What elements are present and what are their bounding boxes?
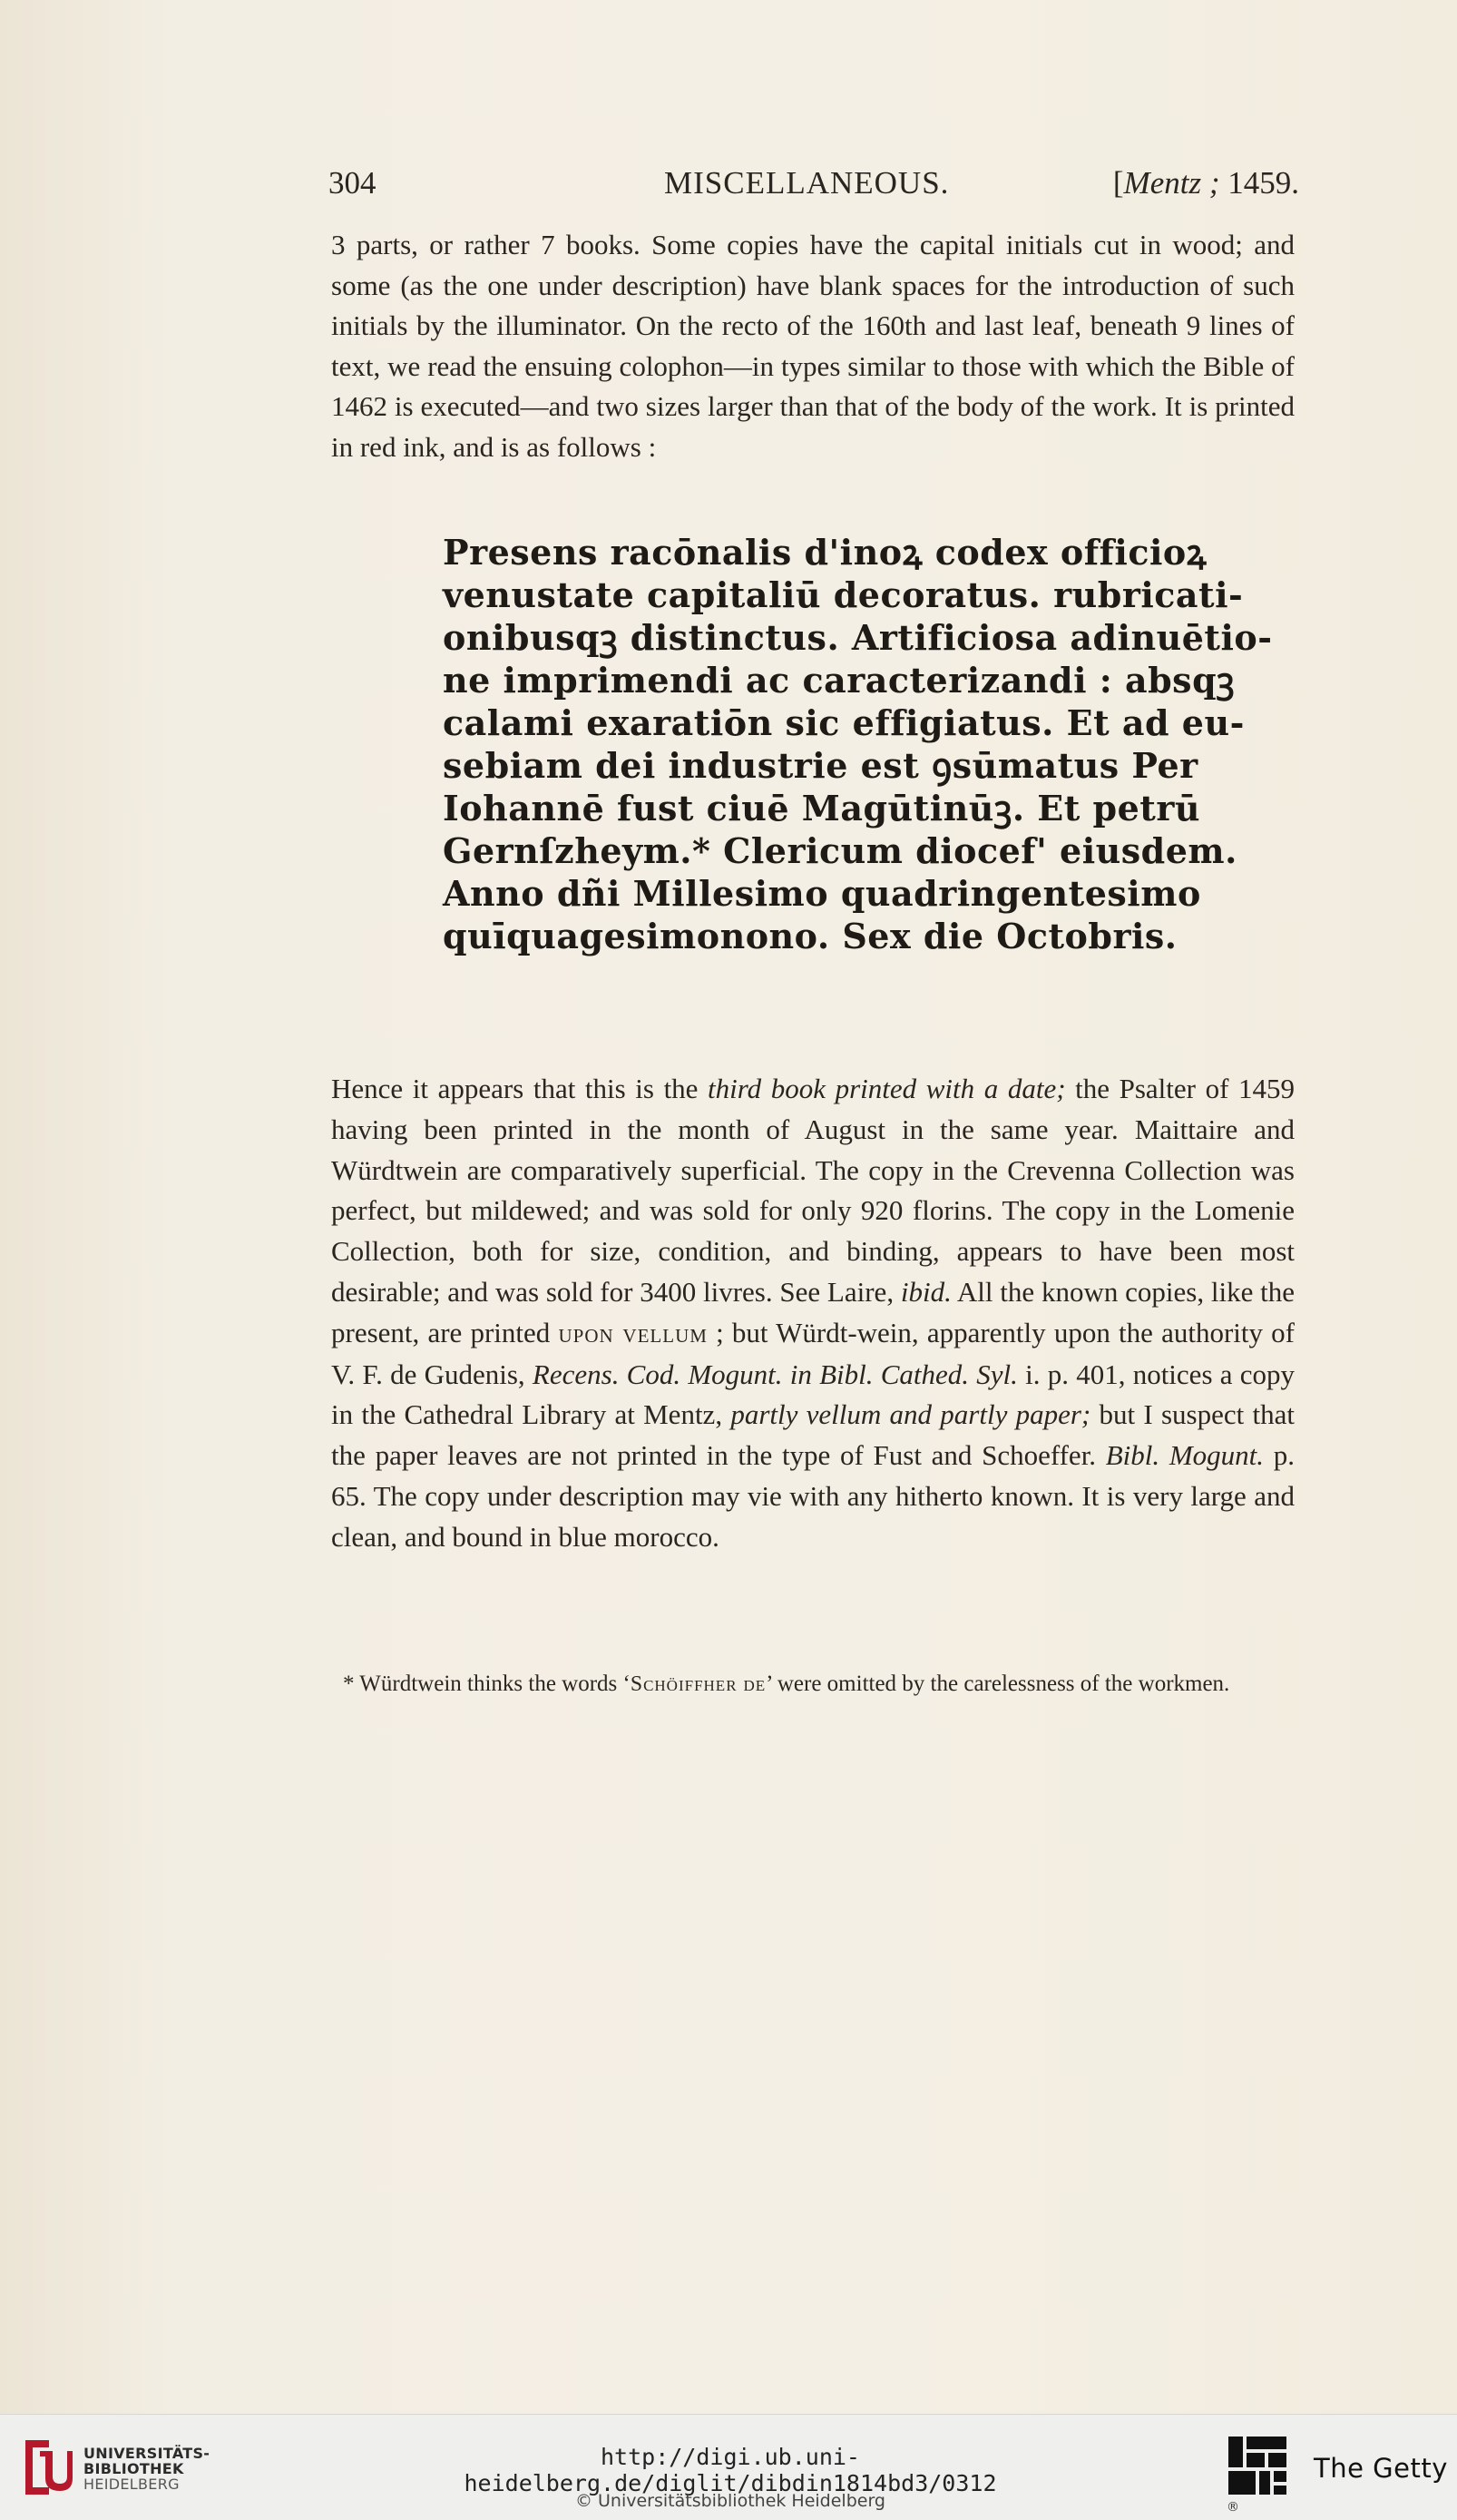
copyright-notice: © Universitätsbibliothek Heidelberg [574, 2491, 885, 2511]
running-head-right: [Mentz ; 1459. [1112, 165, 1299, 201]
permalink-url[interactable]: http://digi.ub.uni-heidelberg.de/diglit/dibdin1814bd3/0312 [464, 2444, 997, 2496]
colophon-line: Gernſzheym.* Clericum diocef' eiusdem. [443, 830, 1237, 871]
getty-logo-icon[interactable] [1225, 2433, 1290, 2498]
registered-mark: ® [1227, 2500, 1239, 2515]
colophon-line: sebiam dei industrie est ꝯsūmatus Per [443, 745, 1198, 786]
paragraph-intro: 3 parts, or rather 7 books. Some copies have the capital initials cut in wood; and some (as the one under description) have blank spaces for the introduction of such initials by the illuminator. On the recto of the 160th and last leaf, beneath 9 lines of text, we read the ensuing colophon—in types similar to those with which the Bible of 1462 is executed—and two sizes larger than that of the body of the work. It is printed in red ink, and is as follows : [331, 229, 1295, 463]
ub-heidelberg-logo-icon[interactable] [16, 2431, 76, 2504]
getty-label: The Getty [1314, 2453, 1448, 2484]
colophon-line: ne imprimendi ac caracterizandi : absqꝫ [443, 660, 1236, 701]
colophon-line: Presens racōnalis d'inoꝝ codex officioꝝ [443, 532, 1208, 573]
colophon-line: venustate capitaliū decoratus. rubricati- [443, 574, 1244, 615]
viewer-footer [0, 2414, 1457, 2520]
colophon-blackletter [443, 531, 1273, 957]
colophon-line: calami exaratiōn sic effigiatus. Et ad eu- [443, 702, 1245, 743]
colophon-line: Iohannē fust ciuē Magūtinūꝫ. Et petrū [443, 788, 1200, 829]
colophon-line: quīquagesimonono. Sex die Octobris. [443, 916, 1178, 956]
colophon-line: onibusqꝫ distinctus. Artificiosa adinuētio- [443, 617, 1273, 658]
colophon-line: Anno dñi Millesimo quadringentesimo [443, 873, 1201, 914]
paragraph-commentary: Hence it appears that this is the third book printed with a date; the Psalter of 1459 having been printed in the month of August in the same year. Maittaire and Würdtwein are comparatively superficial. The copy in the Crevenna Collection was perfect, but mildewed; and was sold for only 920 florins. The copy in the Lomenie Collection, both for size, condition, and binding, appears to have been most desirable; and was sold for 3400 livres. See Laire, ibid. All the known copies, like the present, are printed upon vellum ; but Würdt-wein, apparently upon the authority of V. F. de Gudenis, Recens. Cod. Mogunt. in Bibl. Cathed. Syl. i. p. 401, notices a copy in the Cathedral Library at Mentz, partly vellum and partly paper; but I suspect that the paper leaves are not printed in the type of Fust and Schoeffer. Bibl. Mogunt. p. 65. The copy under description may vie with any hitherto known. It is very large and clean, and bound in blue morocco. [331, 1073, 1295, 1553]
page-header [328, 165, 1299, 211]
footnote: * Würdtwein thinks the words ‘Schöiffher de’ were omitted by the carelessness of the workmen. [343, 1672, 1230, 1696]
running-title: MISCELLANEOUS. [664, 165, 950, 201]
library-name: UNIVERSITÄTS- BIBLIOTHEK HEIDELBERG [83, 2445, 210, 2493]
page-number: 304 [328, 165, 376, 201]
